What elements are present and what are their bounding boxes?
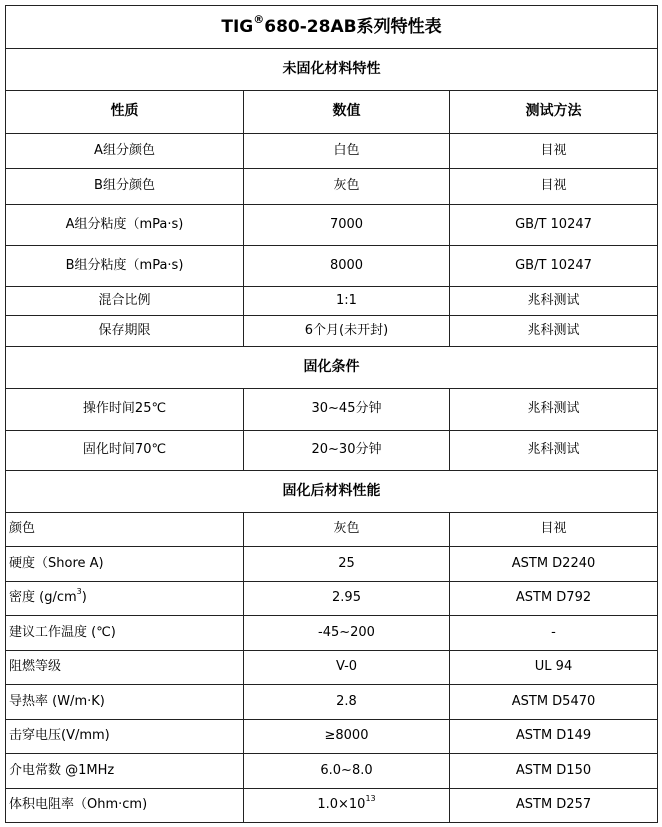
cell-property: A组分粘度（mPa·s) [6, 205, 244, 246]
cell-value: V-0 [244, 651, 450, 685]
cell-method: 兆科测试 [450, 287, 658, 316]
cell-property: B组分颜色 [6, 169, 244, 205]
table-row [6, 316, 658, 347]
cell-property: 密度 $(g/cm^3)$ [6, 582, 244, 616]
cell-method: 兆科测试 [450, 389, 658, 431]
cell-value: 7000 [244, 205, 450, 246]
cell-value: 6个月(未开封) [244, 316, 450, 347]
table-row [6, 547, 658, 582]
cell-method: - [450, 616, 658, 651]
cell-value: 25 [244, 547, 450, 582]
cell-property: B组分粘度（mPa·s) [6, 246, 244, 287]
header-row [6, 91, 658, 134]
cell-method: ASTM D150 [450, 754, 658, 789]
cell-property: 体积电阻率（Ohm·cm) [6, 789, 244, 823]
cell-method: 目视 [450, 169, 658, 205]
table-title: TIG®680-28AB系列特性表 [6, 6, 658, 49]
cell-property: 阻燃等级 [6, 651, 244, 685]
cell-value: 1:1 [244, 287, 450, 316]
table-row [6, 134, 658, 169]
cell-method: 兆科测试 [450, 431, 658, 471]
cell-method: ASTM D792 [450, 582, 658, 616]
cell-value: 30~45分钟 [244, 389, 450, 431]
cell-value: -45~200 [244, 616, 450, 651]
table-row [6, 754, 658, 789]
cell-value: $1.0\times 10^{13}$ [244, 789, 450, 823]
cell-value: 8000 [244, 246, 450, 287]
table-row [6, 287, 658, 316]
cell-property: 颜色 [6, 513, 244, 547]
cell-value: 2.95 [244, 582, 450, 616]
cell-property: 混合比例 [6, 287, 244, 316]
header-property: 性质 [6, 91, 244, 134]
table-row [6, 582, 658, 616]
cell-method: 目视 [450, 134, 658, 169]
cell-property: 建议工作温度 (℃) [6, 616, 244, 651]
table-row [6, 246, 658, 287]
properties-table [5, 5, 658, 823]
cell-property: 操作时间25℃ [6, 389, 244, 431]
table-row [6, 205, 658, 246]
table-row [6, 685, 658, 720]
cell-value: ≥8000 [244, 720, 450, 754]
cell-value: 2.8 [244, 685, 450, 720]
table-row [6, 389, 658, 431]
table-row [6, 720, 658, 754]
cell-value: 灰色 [244, 169, 450, 205]
cell-property: 介电常数 @1MHz [6, 754, 244, 789]
cell-property: 击穿电压(V/mm) [6, 720, 244, 754]
cell-method: ASTM D149 [450, 720, 658, 754]
cell-method: GB/T 10247 [450, 205, 658, 246]
cell-method: GB/T 10247 [450, 246, 658, 287]
cell-value: 20~30分钟 [244, 431, 450, 471]
cell-method: 目视 [450, 513, 658, 547]
table-row [6, 513, 658, 547]
cell-method: UL 94 [450, 651, 658, 685]
table-row [6, 789, 658, 823]
cell-method: 兆科测试 [450, 316, 658, 347]
cell-value: 白色 [244, 134, 450, 169]
section-curing: 固化条件 [6, 347, 658, 389]
table-row [6, 431, 658, 471]
cell-property: 硬度（Shore A) [6, 547, 244, 582]
cell-value: 灰色 [244, 513, 450, 547]
cell-property: 固化时间70℃ [6, 431, 244, 471]
header-value: 数值 [244, 91, 450, 134]
cell-method: ASTM D2240 [450, 547, 658, 582]
cell-method: ASTM D257 [450, 789, 658, 823]
cell-property: 导热率 (W/m·K) [6, 685, 244, 720]
cell-property: A组分颜色 [6, 134, 244, 169]
table-row [6, 616, 658, 651]
table-row [6, 651, 658, 685]
header-method: 测试方法 [450, 91, 658, 134]
cell-value: 6.0~8.0 [244, 754, 450, 789]
cell-property: 保存期限 [6, 316, 244, 347]
table-row [6, 169, 658, 205]
section-uncured: 未固化材料特性 [6, 49, 658, 91]
cell-method: ASTM D5470 [450, 685, 658, 720]
section-cured: 固化后材料性能 [6, 471, 658, 513]
